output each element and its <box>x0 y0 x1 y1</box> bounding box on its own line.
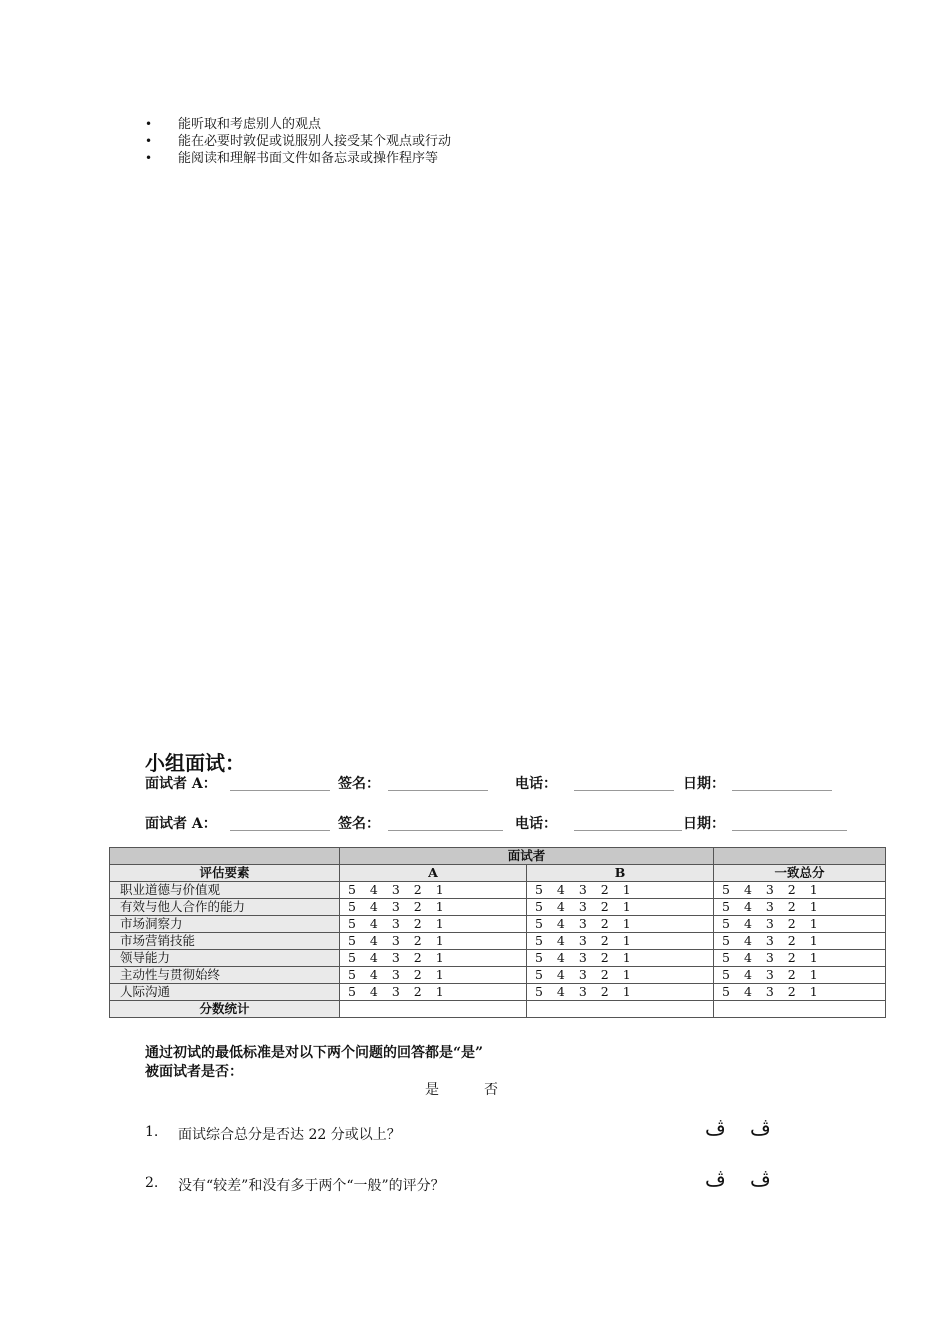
signature-input-line[interactable] <box>388 790 488 791</box>
score-scale-b[interactable]: 5 4 3 2 1 <box>527 882 714 899</box>
criteria-cell: 人际沟通 <box>110 984 340 1001</box>
question-text: 没有“较差”和没有多于两个“一般”的评分？ <box>178 1178 445 1194</box>
table-row <box>110 899 886 916</box>
criteria-cell: 职业道德与价值观 <box>110 882 340 899</box>
score-scale-b[interactable]: 5 4 3 2 1 <box>527 967 714 984</box>
score-scale-a[interactable]: 5 4 3 2 1 <box>340 916 527 933</box>
question-number: 1. <box>145 1124 159 1140</box>
header-total: 一致总分 <box>714 865 886 882</box>
no-column-label: 否 <box>484 1082 498 1098</box>
signature-label: 签名： <box>338 816 380 832</box>
interviewer-form-row <box>145 813 865 833</box>
checkbox-yes[interactable]: ڤ <box>705 1167 726 1191</box>
phone-label: 电话： <box>515 776 557 792</box>
score-scale-total[interactable]: 5 4 3 2 1 <box>714 882 886 899</box>
table-row <box>110 984 886 1001</box>
bullet-list <box>145 116 451 167</box>
score-scale-a[interactable]: 5 4 3 2 1 <box>340 967 527 984</box>
yes-column-label: 是 <box>425 1082 439 1098</box>
interviewer-label: 面试者 A： <box>145 816 217 832</box>
score-scale-total[interactable]: 5 4 3 2 1 <box>714 950 886 967</box>
checkbox-no[interactable]: ڤ <box>750 1116 771 1140</box>
pass-criteria-text: 通过初试的最低标准是对以下两个问题的回答都是“是” <box>145 1045 484 1061</box>
summary-cell-a[interactable] <box>340 1001 527 1018</box>
question-number: 2. <box>145 1175 159 1191</box>
summary-label: 分数统计 <box>110 1001 340 1018</box>
question-text: 面试综合总分是否达 22 分或以上？ <box>178 1127 401 1143</box>
table-header-row <box>110 865 886 882</box>
criteria-cell: 市场洞察力 <box>110 916 340 933</box>
date-input-line[interactable] <box>732 830 847 831</box>
header-criteria: 评估要素 <box>110 865 340 882</box>
criteria-cell: 领导能力 <box>110 950 340 967</box>
bullet-text: 能在必要时敦促或说服别人接受某个观点或行动 <box>178 134 452 149</box>
date-label: 日期： <box>683 776 725 792</box>
criteria-rows <box>110 882 886 1001</box>
phone-input-line[interactable] <box>574 830 682 831</box>
bullet-symbol: • <box>145 117 153 131</box>
bullet-item <box>145 150 451 167</box>
checkbox-no[interactable]: ڤ <box>750 1167 771 1191</box>
criteria-cell: 主动性与贯彻始终 <box>110 967 340 984</box>
table-header-row <box>110 848 886 865</box>
summary-cell-b[interactable] <box>527 1001 714 1018</box>
interviewer-input-line[interactable] <box>230 790 330 791</box>
criteria-cell: 市场营销技能 <box>110 933 340 950</box>
table-row <box>110 950 886 967</box>
phone-input-line[interactable] <box>574 790 674 791</box>
score-scale-b[interactable]: 5 4 3 2 1 <box>527 899 714 916</box>
table-row <box>110 933 886 950</box>
score-scale-b[interactable]: 5 4 3 2 1 <box>527 933 714 950</box>
table-row <box>110 916 886 933</box>
bullet-item <box>145 116 451 133</box>
score-scale-total[interactable]: 5 4 3 2 1 <box>714 933 886 950</box>
score-scale-a[interactable]: 5 4 3 2 1 <box>340 933 527 950</box>
bullet-symbol: • <box>145 134 153 148</box>
header-blank-cell <box>714 848 886 865</box>
bullet-item <box>145 133 451 150</box>
score-scale-total[interactable]: 5 4 3 2 1 <box>714 967 886 984</box>
score-scale-a[interactable]: 5 4 3 2 1 <box>340 882 527 899</box>
summary-cell-total[interactable] <box>714 1001 886 1018</box>
interviewee-label: 被面试者是否： <box>145 1064 243 1080</box>
bullet-text: 能听取和考虑别人的观点 <box>178 117 322 132</box>
interviewer-input-line[interactable] <box>230 830 330 831</box>
score-scale-b[interactable]: 5 4 3 2 1 <box>527 950 714 967</box>
evaluation-table <box>109 847 886 1018</box>
signature-input-line[interactable] <box>388 830 503 831</box>
table-row <box>110 882 886 899</box>
interviewer-label: 面试者 A： <box>145 776 217 792</box>
checkbox-yes[interactable]: ڤ <box>705 1116 726 1140</box>
score-scale-a[interactable]: 5 4 3 2 1 <box>340 899 527 916</box>
header-a: A <box>340 865 527 882</box>
score-scale-b[interactable]: 5 4 3 2 1 <box>527 916 714 933</box>
phone-label: 电话： <box>515 816 557 832</box>
criteria-cell: 有效与他人合作的能力 <box>110 899 340 916</box>
score-scale-total[interactable]: 5 4 3 2 1 <box>714 916 886 933</box>
table-row <box>110 967 886 984</box>
score-scale-a[interactable]: 5 4 3 2 1 <box>340 950 527 967</box>
score-scale-b[interactable]: 5 4 3 2 1 <box>527 984 714 1001</box>
signature-label: 签名： <box>338 776 380 792</box>
interviewer-form-row <box>145 773 865 793</box>
date-label: 日期： <box>683 816 725 832</box>
header-interviewer: 面试者 <box>340 848 714 865</box>
bullet-symbol: • <box>145 151 153 165</box>
section-title: 小组面试： <box>145 751 245 775</box>
date-input-line[interactable] <box>732 790 832 791</box>
score-scale-total[interactable]: 5 4 3 2 1 <box>714 984 886 1001</box>
summary-row <box>110 1001 886 1018</box>
header-blank-cell <box>110 848 340 865</box>
score-scale-a[interactable]: 5 4 3 2 1 <box>340 984 527 1001</box>
bullet-text: 能阅读和理解书面文件如备忘录或操作程序等 <box>178 151 439 166</box>
score-scale-total[interactable]: 5 4 3 2 1 <box>714 899 886 916</box>
header-b: B <box>527 865 714 882</box>
